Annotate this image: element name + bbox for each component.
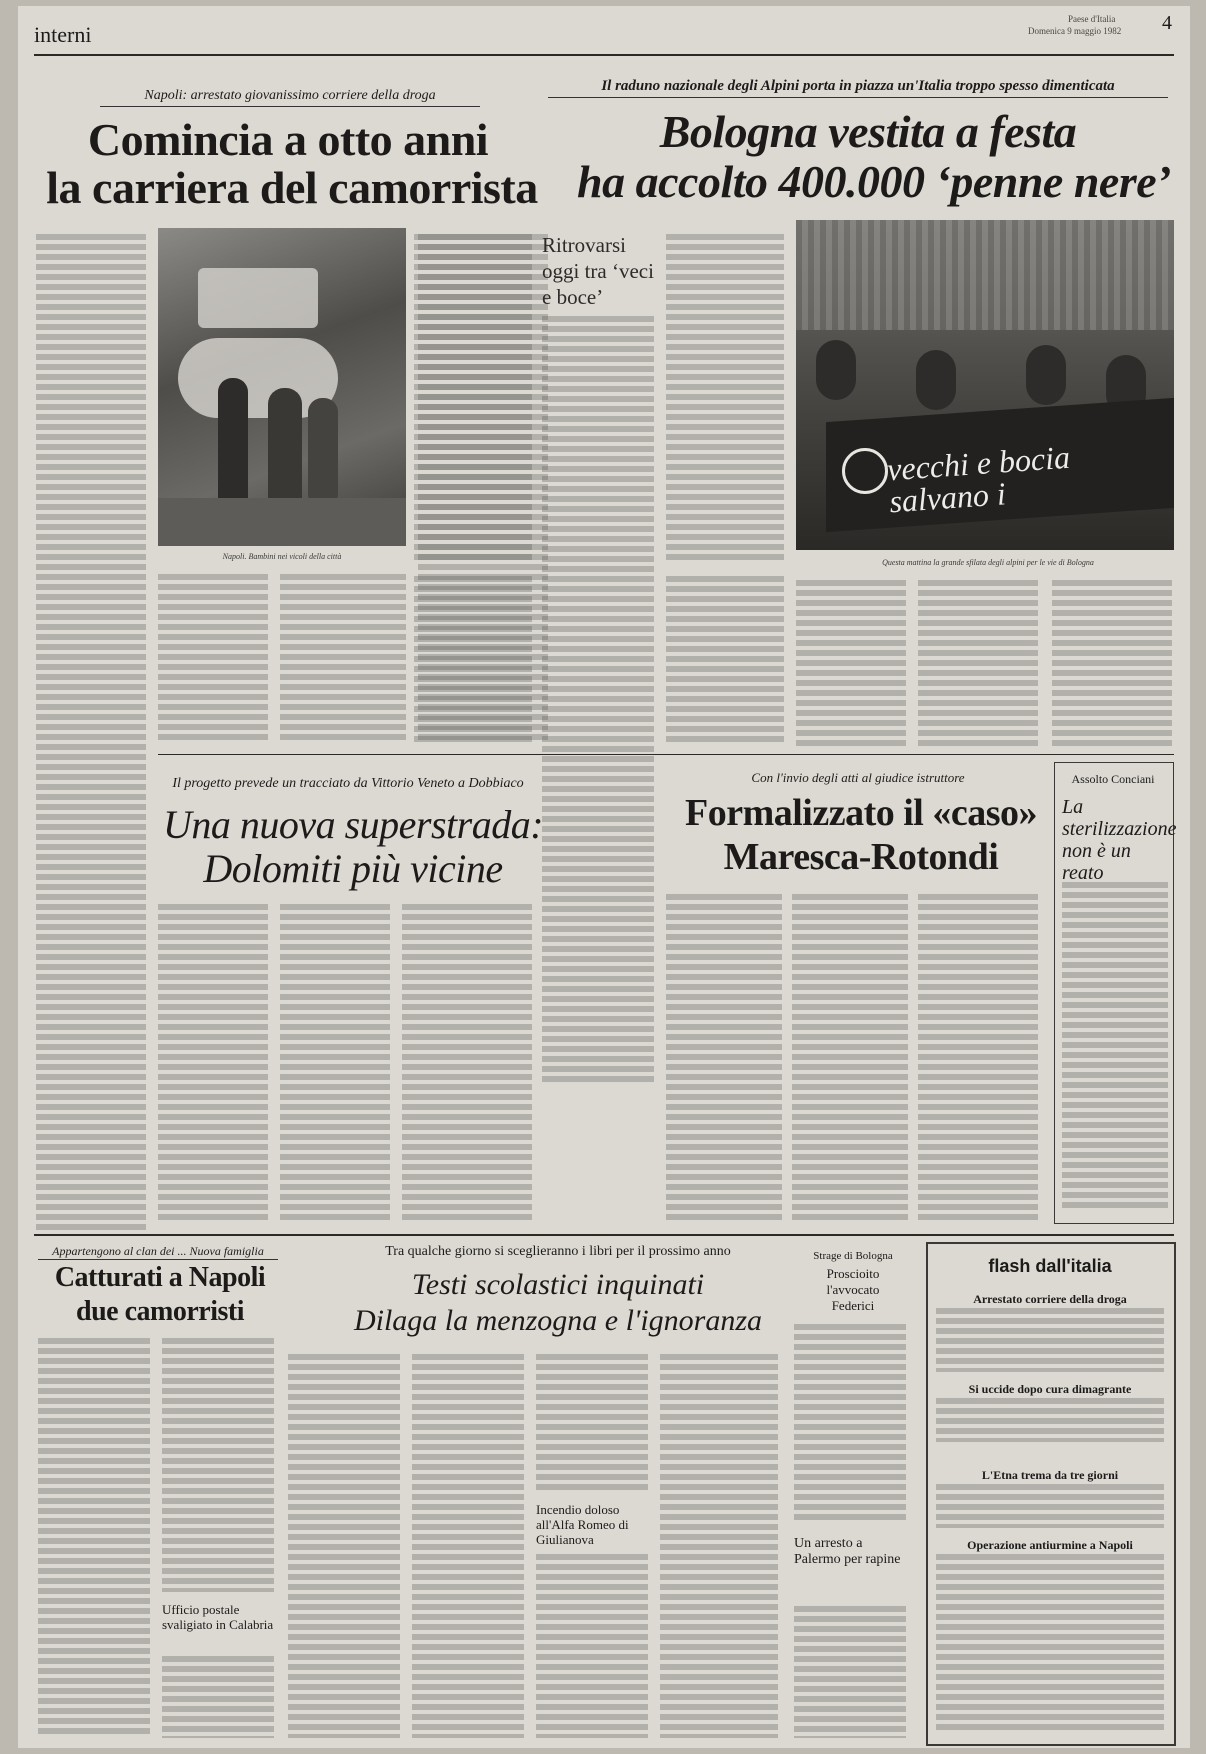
alpini-headline-2: ha accolto 400.000 ‘penne nere’ <box>577 156 1171 207</box>
testi-subitem: Incendio doloso all'Alfa Romeo di Giulianova <box>536 1502 629 1547</box>
camorra-photo-caption: Napoli. Bambini nei vicoli della città <box>222 552 342 561</box>
alpini-body-2 <box>666 234 784 564</box>
flash-item-body <box>936 1398 1164 1442</box>
catturati-kicker: Appartengono al clan dei ... Nuova famiglia <box>38 1244 278 1260</box>
flash-title: flash dall'italia <box>988 1256 1112 1276</box>
catturati-headline-1: Catturati a Napoli <box>54 1262 266 1293</box>
maresca-body-1 <box>666 894 782 1222</box>
alpini-body-7 <box>1052 580 1172 750</box>
catturati-subitem: Ufficio postale svaligiato in Calabria <box>162 1602 274 1632</box>
arresto-body <box>794 1606 906 1738</box>
flash-item-title: Operazione antiurmine a Napoli <box>967 1538 1133 1552</box>
camorra-headline-2: la carriera del camorrista <box>46 162 538 213</box>
alpini-sidebar-title: Ritrovarsi oggi tra ‘veci e boce’ <box>542 233 654 309</box>
strage-body <box>794 1324 906 1522</box>
alpini-sidebar-body <box>542 316 654 1086</box>
testi-body-1 <box>288 1354 400 1738</box>
superstrada-headline-2: Dolomiti più vicine <box>203 846 503 891</box>
maresca-body-2 <box>792 894 908 1222</box>
camorra-body-3 <box>280 574 406 744</box>
newspaper-page <box>18 6 1190 1748</box>
catturati-headline-2: due camorristi <box>76 1296 244 1327</box>
alpini-kicker: Il raduno nazionale degli Alpini porta in piazza un'Italia troppo spesso dimenticata <box>548 78 1168 98</box>
flash-item-body <box>936 1308 1164 1372</box>
flash-item-title: Arrestato corriere della droga <box>973 1292 1127 1306</box>
alpini-body-4 <box>666 576 784 746</box>
section-title: interni <box>34 22 92 47</box>
sterilizzazione-headline: La sterilizzazione non è un reato <box>1062 796 1177 884</box>
flash-item-body <box>936 1484 1164 1528</box>
maresca-body-3 <box>918 894 1038 1222</box>
camorra-headline-1: Comincia a otto anni <box>87 114 489 165</box>
alpini-banner-text: vecchi e bocia salvano i <box>885 438 1072 520</box>
alpini-body-1 <box>414 234 532 564</box>
superstrada-body-2 <box>280 904 390 1222</box>
camorra-photo <box>158 228 406 546</box>
superstrada-kicker: Il progetto prevede un tracciato da Vittorio Veneto a Dobbiaco <box>172 776 524 791</box>
catturati-subitem-body <box>162 1656 274 1738</box>
testi-body-4 <box>660 1354 778 1738</box>
page-number: 4 <box>1162 12 1172 34</box>
issue-date: Domenica 9 maggio 1982 <box>1028 26 1122 36</box>
camorra-body-2 <box>158 574 268 744</box>
superstrada-headline-1: Una nuova superstrada: <box>162 802 544 847</box>
sterilizzazione-body <box>1062 882 1168 1212</box>
flash-item-title: Si uccide dopo cura dimagrante <box>968 1382 1132 1396</box>
maresca-headline-2: Maresca-Rotondi <box>723 836 999 878</box>
alpini-body-6 <box>918 580 1038 750</box>
sterilizzazione-kicker: Assolto Conciani <box>1071 772 1155 786</box>
superstrada-body-3 <box>402 904 532 1222</box>
camorra-kicker: Napoli: arrestato giovanissimo corriere della droga <box>100 88 480 107</box>
paper-name: Paese d'Italia <box>1068 14 1116 24</box>
testi-headline-1: Testi scolastici inquinati <box>411 1268 705 1301</box>
alpini-headline-1: Bologna vestita a festa <box>659 106 1077 157</box>
flash-item-body <box>936 1554 1164 1732</box>
alpini-body-5 <box>796 580 906 750</box>
catturati-body-2 <box>162 1338 274 1592</box>
maresca-kicker: Con l'invio degli atti al giudice istruttore <box>751 770 965 785</box>
testi-headline-2: Dilaga la menzogna e l'ignoranza <box>353 1304 763 1337</box>
flash-item-title: L'Etna trema da tre giorni <box>981 1468 1119 1482</box>
testi-body-2 <box>412 1354 524 1738</box>
strage-kicker: Strage di Bologna <box>813 1250 893 1262</box>
alpini-photo-caption: Questa mattina la grande sfilata degli alpini per le vie di Bologna <box>882 558 1094 567</box>
alpini-emblem <box>842 448 888 494</box>
testi-body-3 <box>536 1354 648 1494</box>
catturati-body-1 <box>38 1338 150 1738</box>
alpini-photo <box>796 220 1174 550</box>
testi-kicker: Tra qualche giorno si sceglieranno i libri per il prossimo anno <box>385 1244 731 1259</box>
arresto-headline: Un arresto a Palermo per rapine <box>794 1536 901 1567</box>
strage-headline: Proscioito l'avvocato Federici <box>826 1266 880 1313</box>
superstrada-body-1 <box>158 904 268 1222</box>
testi-subitem-body <box>536 1554 648 1738</box>
camorra-body-1 <box>36 234 146 1234</box>
alpini-body-3 <box>414 576 532 746</box>
maresca-headline-1: Formalizzato il «caso» <box>684 792 1037 834</box>
